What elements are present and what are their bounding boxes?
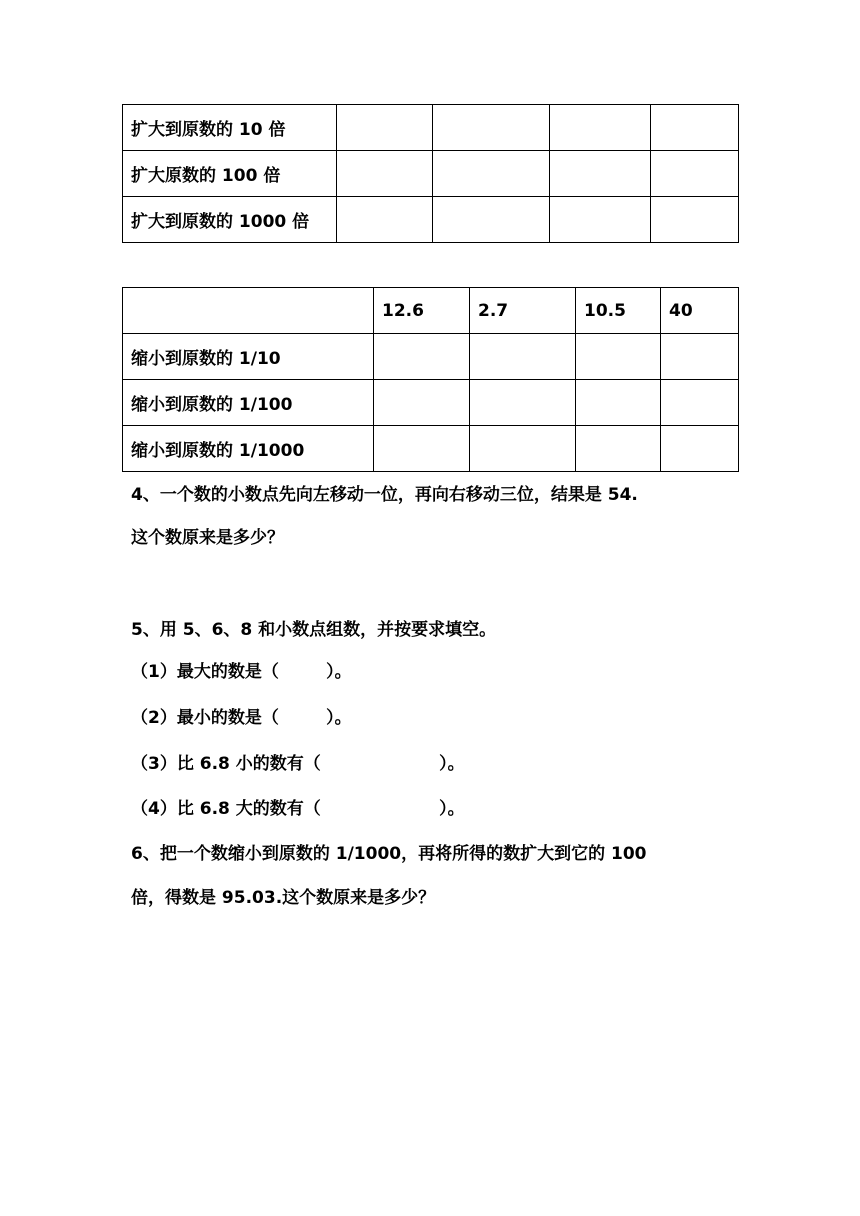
row-label: 缩小到原数的 1/10 (123, 334, 374, 380)
answer-cell[interactable] (337, 197, 433, 243)
answer-cell[interactable] (651, 151, 739, 197)
question-5-item-4: （4）比 6.8 大的数有（ ）。 (131, 799, 465, 819)
header-cell: 12.6 (374, 288, 470, 334)
table-row (123, 334, 739, 380)
enlarge-table (122, 104, 739, 243)
question-6-line-1: 6、把一个数缩小到原数的 1/1000，再将所得的数扩大到它的 100 (131, 844, 647, 864)
answer-cell[interactable] (651, 197, 739, 243)
table-header-row (123, 288, 739, 334)
answer-cell[interactable] (433, 151, 550, 197)
header-cell: 10.5 (576, 288, 661, 334)
table-row (123, 426, 739, 472)
answer-cell[interactable] (374, 426, 470, 472)
question-5-intro: 5、用 5、6、8 和小数点组数，并按要求填空。 (131, 620, 497, 640)
answer-cell[interactable] (374, 380, 470, 426)
answer-cell[interactable] (470, 334, 576, 380)
question-6-line-2: 倍，得数是 95.03.这个数原来是多少？ (131, 888, 436, 908)
question-4-line-2: 这个数原来是多少？ (131, 528, 284, 548)
answer-cell[interactable] (661, 426, 739, 472)
table-row (123, 105, 739, 151)
row-label: 扩大到原数的 10 倍 (123, 105, 337, 151)
row-label: 扩大原数的 100 倍 (123, 151, 337, 197)
row-label: 扩大到原数的 1000 倍 (123, 197, 337, 243)
answer-cell[interactable] (576, 380, 661, 426)
header-cell: 2.7 (470, 288, 576, 334)
answer-cell[interactable] (433, 105, 550, 151)
answer-cell[interactable] (550, 151, 651, 197)
header-cell (123, 288, 374, 334)
answer-cell[interactable] (374, 334, 470, 380)
table-row (123, 197, 739, 243)
question-5-item-2: （2）最小的数是（ ）。 (131, 708, 352, 728)
table-row (123, 151, 739, 197)
answer-cell[interactable] (550, 105, 651, 151)
question-5-item-1: （1）最大的数是（ ）。 (131, 662, 352, 682)
question-4-line-1: 4、一个数的小数点先向左移动一位，再向右移动三位，结果是 54. (131, 485, 638, 505)
shrink-table (122, 287, 739, 472)
answer-cell[interactable] (661, 334, 739, 380)
answer-cell[interactable] (337, 151, 433, 197)
row-label: 缩小到原数的 1/1000 (123, 426, 374, 472)
answer-cell[interactable] (433, 197, 550, 243)
answer-cell[interactable] (470, 380, 576, 426)
answer-cell[interactable] (576, 426, 661, 472)
answer-cell[interactable] (651, 105, 739, 151)
question-5-item-3: （3）比 6.8 小的数有（ ）。 (131, 754, 465, 774)
table-row (123, 380, 739, 426)
answer-cell[interactable] (576, 334, 661, 380)
answer-cell[interactable] (550, 197, 651, 243)
row-label: 缩小到原数的 1/100 (123, 380, 374, 426)
answer-cell[interactable] (661, 380, 739, 426)
header-cell: 40 (661, 288, 739, 334)
answer-cell[interactable] (470, 426, 576, 472)
answer-cell[interactable] (337, 105, 433, 151)
